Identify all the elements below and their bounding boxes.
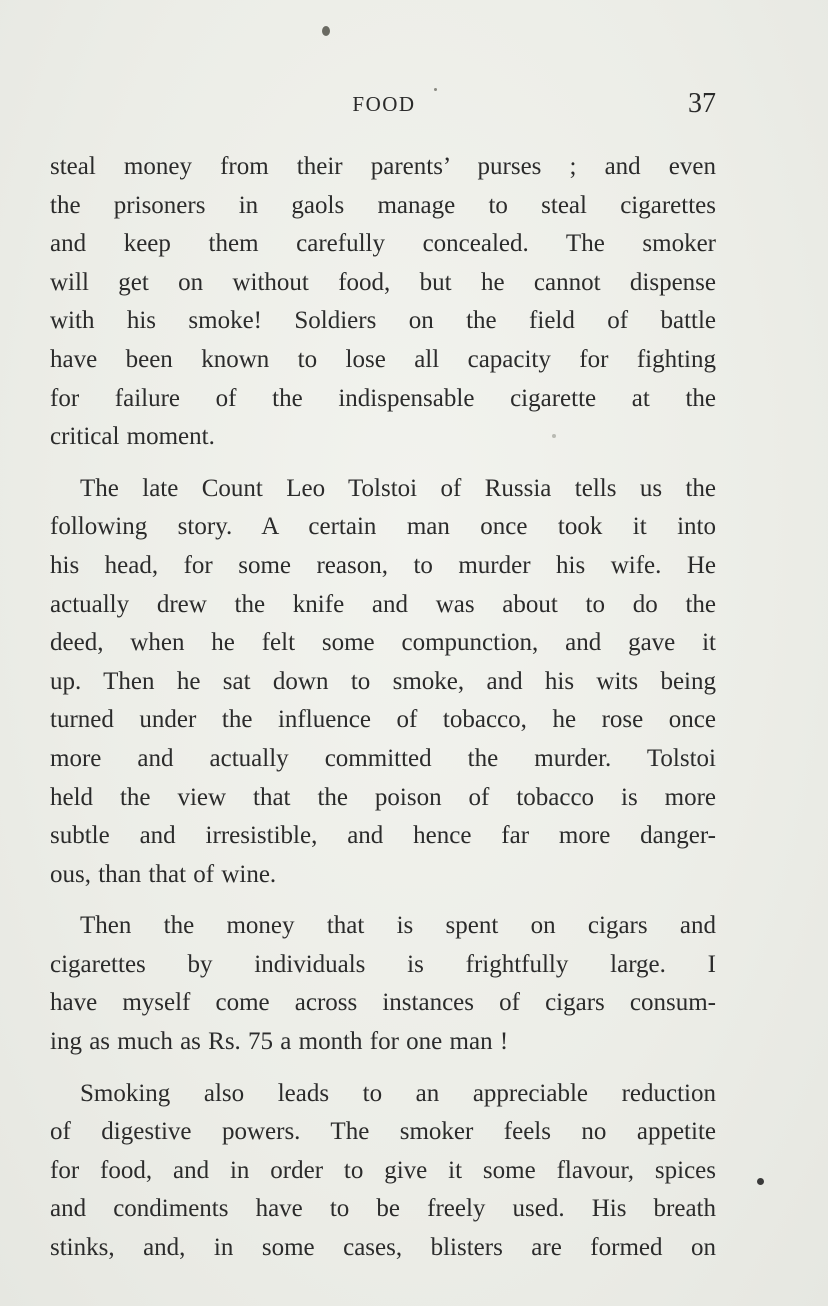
text-line: ous, than that of wine. <box>50 860 277 888</box>
text-line: of digestive powers. The smoker feels no appetite <box>50 1118 716 1146</box>
text-line: ing as much as Rs. 75 a month for one man ! <box>50 1028 509 1056</box>
body-text <box>50 148 716 1268</box>
text-line: with his smoke! Soldiers on the field of battle <box>50 307 716 335</box>
ink-speck <box>322 26 330 36</box>
text-line: Then the money that is spent on cigars and <box>80 912 716 940</box>
text-line: have been known to lose all capacity for fighting <box>50 345 716 373</box>
ink-speck <box>757 1178 764 1185</box>
ink-speck <box>434 88 437 91</box>
text-line: his head, for some reason, to murder his wife. He <box>50 551 716 579</box>
paragraph <box>50 148 716 457</box>
ink-speck <box>552 434 556 438</box>
text-line: for food, and in order to give it some flavour, spices <box>50 1156 716 1184</box>
text-line: turned under the influence of tobacco, he rose once <box>50 706 716 734</box>
text-line: The late Count Leo Tolstoi of Russia tells us the <box>80 474 716 502</box>
text-line: will get on without food, but he cannot dispense <box>50 268 716 296</box>
text-line: stinks, and, in some cases, blisters are formed on <box>50 1234 716 1262</box>
text-line: deed, when he felt some compunction, and gave it <box>50 629 716 657</box>
paragraph <box>50 470 716 895</box>
text-line: cigarettes by individuals is frightfully large. I <box>50 950 716 978</box>
text-line: and condiments have to be freely used. His breath <box>50 1195 716 1223</box>
text-line: up. Then he sat down to smoke, and his wits being <box>50 667 716 695</box>
page-number: 37 <box>688 88 716 119</box>
text-line: steal money from their parents’ purses ; and even <box>50 153 716 180</box>
text-line: following story. A certain man once took it into <box>50 513 716 541</box>
text-line: have myself come across instances of cigars consum- <box>50 989 716 1017</box>
text-line: actually drew the knife and was about to do the <box>50 590 716 618</box>
running-header <box>52 86 716 126</box>
text-line: the prisoners in gaols manage to steal cigarettes <box>50 191 716 219</box>
text-line: critical moment. <box>50 423 215 451</box>
chapter-title: FOOD <box>352 92 416 116</box>
text-line: more and actually committed the murder. Tolstoi <box>50 744 716 772</box>
paragraph <box>50 907 716 1061</box>
text-line: Smoking also leads to an appreciable reduction <box>80 1079 716 1107</box>
text-line: and keep them carefully concealed. The smoker <box>50 230 716 258</box>
paragraph <box>50 1075 716 1268</box>
text-line: subtle and irresistible, and hence far more danger- <box>50 822 716 850</box>
text-line: held the view that the poison of tobacco is more <box>50 783 716 811</box>
text-line: for failure of the indispensable cigarette at the <box>50 384 716 412</box>
